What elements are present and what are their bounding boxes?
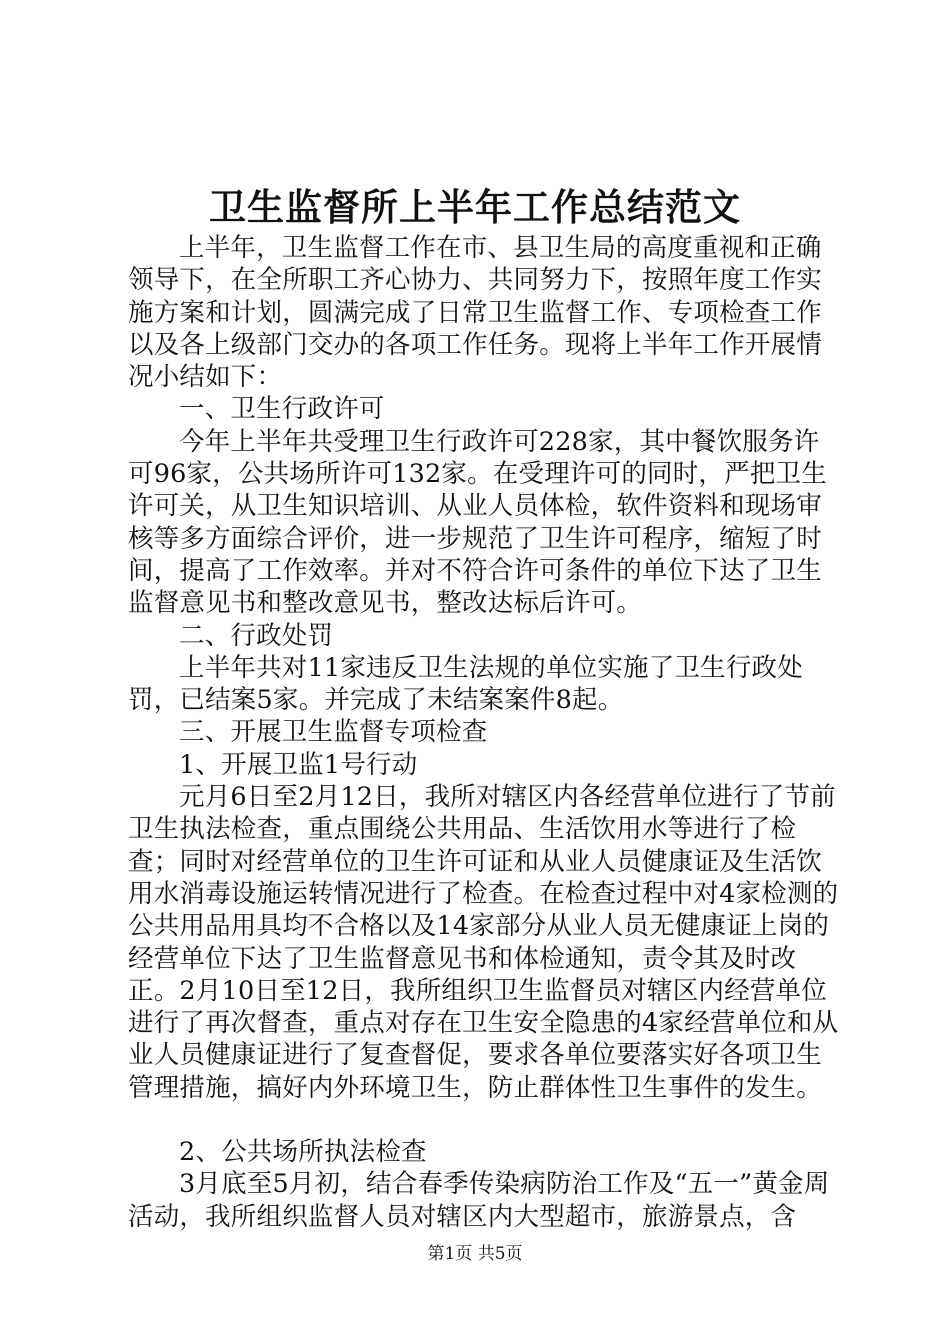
section-heading-inspection: 三、开展卫生监督专项检查 <box>179 717 488 748</box>
public-places-paragraph: 3月底至5月初，结合春季传染病防治工作及“五一”黄金周活动，我所组织监督人员对辖区内大型超市，旅游景点，含 <box>128 1169 830 1232</box>
license-paragraph: 今年上半年共受理卫生行政许可228家，其中餐饮服务许可96家，公共场所许可132家。在受理许可的同时，严把卫生许可关，从卫生知识培训、从业人员体检，软件资料和现场审核等多方面综合评价，进一步规范了卫生许可程序，缩短了时间，提高了工作效率。并对不符合许可条件的单位下达了卫生监督意见书和整改意见书，整改达标后许可。 <box>128 426 827 619</box>
page-footer: 第1页 共5页 <box>427 1244 523 1264</box>
penalty-paragraph: 上半年共对11家违反卫生法规的单位实施了卫生行政处罚，已结案5家。并完成了未结案案件8起。 <box>128 652 803 716</box>
action-1-paragraph: 元月6日至2月12日，我所对辖区内各经营单位进行了节前卫生执法检查，重点围绕公共用品、生活饮用水等进行了检查；同时对经营单位的卫生许可证和从业人员健康证及生活饮用水消毒设施运转情况进行了检查。在检查过程中对4家检测的公共用品用具均不合格以及14家部分从业人员无健康证上岗的经营单位下达了卫生监督意见书和体检通知，责令其及时改正。2月10日至12日，我所组织卫生监督员对辖区内经营单位进行了再次督查，重点对存在卫生安全隐患的4家经营单位和从业人员健康证进行了复查督促，要求各单位要落实好各项卫生管理措施，搞好内外环境卫生，防止群体性卫生事件的发生。 <box>128 782 839 1103</box>
section-heading-penalty: 二、行政处罚 <box>179 620 334 651</box>
document-body <box>128 232 840 1233</box>
intro-paragraph: 上半年，卫生监督工作在市、县卫生局的高度重视和正确领导下，在全所职工齐心协力、共同努力下，按照年度工作实施方案和计划，圆满完成了日常卫生监督工作、专项检查工作以及各上级部门交办的各项工作任务。现将上半年工作开展情况小结如下： <box>128 233 822 393</box>
subsection-heading-public-places: 2、公共场所执法检查 <box>179 1137 427 1168</box>
document-title: 卫生监督所上半年工作总结范文 <box>209 185 741 229</box>
section-heading-license: 一、卫生行政许可 <box>179 394 385 425</box>
subsection-heading-action-1: 1、开展卫监1号行动 <box>179 749 418 780</box>
